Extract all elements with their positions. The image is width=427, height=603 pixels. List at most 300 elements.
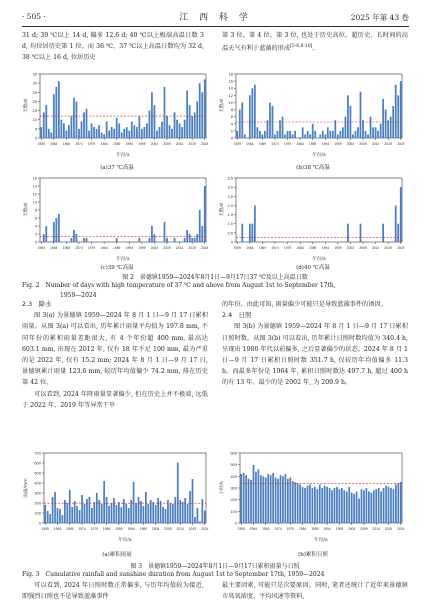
citation-ref: [5-6,8-10] [290,44,313,50]
x-tick-label: 1974 [75,142,83,146]
data-bar [353,494,355,523]
y-tick-label: 700 [34,450,41,456]
x-tick-label: 1994 [125,142,133,146]
data-bar [292,481,294,523]
x-tick-label: 1959 [233,246,241,250]
data-bar [165,509,167,523]
bottom-left-paragraph: 可以看到, 2024 年日照时数正常偏多, 与历年均值较为接近, 即强烈日照也不是导致蓝藻事件 [22,582,204,601]
data-bar [287,479,289,523]
data-bar [162,507,164,523]
data-bar [309,134,311,138]
x-tick-label: 1984 [100,246,108,250]
x-tick-label: 1984 [298,527,307,531]
y-tick-label: 500 [34,470,41,476]
data-bar [81,122,83,138]
data-bar [123,129,125,138]
data-bar [199,210,201,242]
x-tick-label: 1959 [233,142,241,146]
data-bar [138,238,140,242]
data-bar [86,499,88,523]
fig2-panel-b-chart [218,68,408,160]
data-bar [400,187,402,242]
x-tick-label: 1964 [246,142,254,146]
data-bar [138,497,140,523]
plot-frame [40,74,206,138]
data-bar [76,234,78,242]
data-bar [164,222,166,242]
x-tick-label: 1984 [100,142,108,146]
data-bar [339,489,341,523]
x-tick-label: 2019 [188,246,196,250]
top-right-end: 。 [312,45,319,53]
data-bar [98,500,100,523]
top-right-text [222,30,408,54]
data-bar [58,81,60,138]
data-bar [397,224,399,242]
data-bar [172,504,174,523]
data-bar [96,493,98,523]
data-bar [108,131,110,138]
y-tick-label: 500 [230,462,237,468]
x-tick-label: 1984 [102,527,111,531]
data-bar [319,485,321,524]
fig3-panel-a-chart [22,447,212,545]
data-bar [346,492,348,524]
data-bar [267,474,269,523]
x-tick-label: 1979 [283,142,292,146]
data-bar [88,131,90,138]
data-bar [307,131,309,138]
x-tick-label: 2009 [359,246,367,250]
y-axis-label: 天数/d [220,99,225,113]
x-tick-label: 1964 [53,527,62,531]
data-bar [241,224,243,242]
data-bar [262,134,264,138]
plot-frame [236,178,402,242]
data-bar [71,507,73,523]
data-bar [332,131,334,138]
data-bar [59,509,61,523]
data-bar [83,238,85,242]
data-bar [307,486,309,523]
data-bar [154,234,156,242]
data-bar [299,485,301,524]
data-bar [285,474,287,523]
data-bar [73,230,75,242]
x-tick-label: 2019 [384,527,393,531]
y-tick-label: 1.5 [227,212,233,218]
data-bar [356,492,358,524]
y-tick-label: 16 [32,175,37,181]
data-bar [174,238,176,242]
data-bar [297,483,299,523]
mid-right-text [222,299,408,389]
data-bar [111,127,113,138]
x-tick-label: 1964 [50,142,58,146]
data-bar [181,127,183,138]
data-bar [289,131,291,138]
top-right-body: 第 3 位、第 4 位、第 3 位, 也处于历史高位。超历史、长时间的高温天气有利于蓝藻的形成 [222,32,408,53]
data-bar [375,489,377,523]
data-bar [241,102,243,138]
x-tick-label: 2009 [359,142,367,146]
mid-left-section-heading: 2.3 降水 [22,300,52,308]
y-tick-label: 2 [230,128,233,134]
data-bar [196,101,198,138]
fig2-caption-en-line2: 1959—2024 [60,292,97,299]
y-tick-label: 0 [230,135,233,141]
x-tick-label: 2024 [201,246,209,250]
y-tick-label: 4 [34,223,37,229]
data-bar [103,134,105,138]
data-bar [292,134,294,138]
data-bar [76,506,78,523]
data-bar [289,478,291,524]
data-bar [91,123,93,138]
x-tick-label: 2009 [163,246,171,250]
data-bar [86,109,88,138]
x-tick-label: 1974 [271,246,279,250]
data-bar [314,131,316,138]
data-bar [189,491,191,523]
x-tick-label: 1969 [258,142,267,146]
fig2-panel-d-label: (d)40 ℃高温 [296,265,330,271]
data-bar [45,226,47,242]
data-bar [108,506,110,523]
data-bar [251,88,253,138]
data-bar [304,488,306,523]
x-axis-label: 年份/a [116,257,130,262]
data-bar [187,504,189,523]
data-bar [267,120,269,138]
mid-right-paragraph: 图 3(b) 为景德镇 1959—2024 年 8 月 1 日—9 月 17 日累积日照时数。从图 3(b) 可以看出, 历年累计日照时数均值为 340.4 h, 呈现出 1980 年代以前偏多, 之后显著偏少的状态。2024 年 8 月 1 日—9 月 17 日累积日照时数 351.7 h, 仅较历年均值偏多 11.3 h。而最多年份是 1964 年, 累积日照时数达 497.7 h, 超过 400 h 的有 13 年。最少的是 2002 年, 为 209.9 h。 [222,323,408,387]
header-rule [22,26,409,27]
y-tick-label: 25 [32,89,37,95]
data-bar [53,222,55,242]
volume-label: 2025 年第 43 卷 [350,13,409,22]
x-tick-label: 2019 [384,246,392,250]
data-bar [269,102,271,138]
data-bar [171,129,173,138]
data-bar [304,134,306,138]
y-tick-label: 14 [32,183,37,189]
data-bar [390,117,392,138]
data-bar [326,487,328,523]
data-bar [191,116,193,138]
plot-frame [240,453,402,523]
y-tick-label: 300 [230,485,237,491]
data-bar [54,492,56,523]
data-bar [146,123,148,138]
data-bar [385,110,387,138]
x-tick-label: 2014 [372,527,380,531]
data-bar [334,120,336,138]
data-bar [395,485,397,524]
x-tick-label: 1979 [286,527,294,531]
data-bar [264,131,266,138]
data-bar [400,482,402,523]
data-bar [133,482,135,523]
data-bar [143,127,145,138]
data-bar [128,131,130,138]
x-tick-label: 1994 [125,246,133,250]
data-bar [388,487,390,523]
data-bar [256,127,258,138]
x-tick-label: 1969 [262,527,270,531]
data-bar [154,105,156,138]
data-bar [138,116,140,138]
x-tick-label: 2004 [346,142,355,146]
y-tick-label: 8 [34,207,37,213]
top-left-paragraph: 31 d; 39 ℃以上 14 d, 偏多 12.6 d; 40 ℃以上极端高温日数 3 d, 均位居历史第 1 位。而 36 ℃、37 ℃以上高温日数均为 32 d, 38 ℃以上 16 d, 位居历史 [22,32,204,62]
data-bar [116,238,118,242]
y-tick-label: 3.0 [227,184,233,190]
x-tick-label: 2019 [188,527,197,531]
fig2-caption-en-line1: Fig. 2 Number of days with high temperature of 37 ℃ and above from August 1st to September 17th, [22,282,336,289]
data-bar [84,504,86,523]
data-bar [254,205,256,242]
y-tick-label: 6 [34,215,37,221]
data-bar [314,487,316,523]
x-tick-label: 1979 [283,246,292,250]
x-tick-label: 2024 [397,527,405,531]
data-bar [152,502,154,523]
mid-right-section-heading: 2.4 日照 [222,311,252,320]
data-bar [157,498,159,523]
x-axis-label: 年份/a [312,257,326,262]
y-tick-label: 1.0 [227,221,233,227]
data-bar [351,493,353,523]
x-tick-label: 1969 [258,246,267,250]
data-bar [316,489,318,523]
y-tick-label: 0.5 [227,230,233,236]
x-tick-label: 1999 [335,527,344,531]
x-tick-label: 1999 [138,246,146,250]
data-bar [324,486,326,523]
data-bar [377,131,379,138]
y-tick-label: 200 [34,500,41,506]
data-bar [116,505,118,523]
x-tick-label: 2014 [371,142,380,146]
data-bar [360,92,362,138]
y-tick-label: 0 [234,520,237,526]
data-bar [135,503,137,523]
y-tick-label: 100 [34,510,41,516]
fig2-panel-d-chart [218,172,408,264]
page-header [22,10,409,24]
data-bar [78,129,80,138]
data-bar [248,479,250,523]
fig3-caption-cn: 图 3 景德镇1959—2024年8月1日—9月17日累积雨量与日照 [130,563,300,570]
data-bar [347,224,349,242]
data-bar [184,120,186,138]
top-right-paragraph [222,30,408,54]
data-bar [324,134,326,138]
data-bar [52,497,54,523]
data-bar [280,475,282,523]
data-bar [390,488,392,523]
data-bar [176,120,178,138]
data-bar [196,234,198,242]
plot-frame [44,453,206,523]
x-tick-label: 1999 [139,527,148,531]
data-bar [113,498,115,523]
data-bar [86,238,88,242]
data-bar [66,131,68,138]
data-bar [184,238,186,242]
x-tick-label: 1989 [113,246,121,250]
data-bar [79,510,81,523]
data-bar [236,131,238,138]
data-bar [93,502,95,523]
fig2-panel-c-chart [22,172,212,264]
data-bar [372,127,374,138]
y-tick-label: 0 [34,135,37,141]
data-bar [204,186,206,242]
data-bar [342,127,344,138]
data-bar [254,85,256,138]
data-bar [93,127,95,138]
data-bar [49,514,51,523]
journal-name: 江 西 科 学 [179,13,252,23]
data-bar [341,488,343,523]
data-bar [50,133,52,138]
x-tick-label: 1964 [50,246,58,250]
data-bar [101,504,103,523]
data-bar [395,205,397,242]
x-tick-label: 2024 [201,527,209,531]
data-bar [184,498,186,523]
data-bar [149,238,151,242]
x-tick-label: 1974 [78,527,86,531]
bottom-right-paragraph: 最主要因素, 可能只是次要原因。同时, 笔者还统计了近年来景德镇市臭氧浓度、平均风速等资料, [222,582,408,601]
data-bar [245,475,247,523]
fig2-panel-b-label: (b)38 ℃高温 [296,165,330,171]
data-bar [331,490,333,523]
y-tick-label: 14 [228,85,233,91]
data-bar [120,507,122,523]
data-bar [91,508,93,523]
x-axis-label: 年份/a [314,538,328,543]
data-bar [161,122,163,138]
data-bar [270,475,272,523]
data-bar [63,123,65,138]
data-bar [368,492,370,524]
y-tick-label: 35 [32,71,37,77]
y-axis-label: 天数/d [24,99,29,113]
x-tick-label: 1989 [115,527,123,531]
data-bar [55,87,57,138]
x-tick-label: 2009 [163,142,171,146]
fig2-caption-en [22,281,408,301]
x-tick-label: 1984 [296,246,304,250]
y-tick-label: 0 [38,520,41,526]
data-bar [282,117,284,138]
data-bar [329,131,331,138]
data-bar [98,125,100,138]
data-bar [395,85,397,138]
x-tick-label: 1989 [113,142,121,146]
x-tick-label: 2014 [176,527,184,531]
x-tick-label: 1999 [334,142,342,146]
data-bar [393,489,395,523]
x-axis-label: 年份/a [312,153,326,158]
x-tick-label: 2004 [150,246,159,250]
data-bar [253,465,255,523]
data-bar [123,499,125,523]
data-bar [380,124,382,138]
data-bar [201,226,203,242]
data-bar [166,116,168,138]
data-bar [362,120,364,138]
x-tick-label: 1989 [309,246,317,250]
data-bar [319,134,321,138]
y-tick-label: 400 [34,480,41,486]
x-tick-label: 2004 [150,142,159,146]
data-bar [45,105,47,138]
x-tick-label: 1994 [321,142,329,146]
data-bar [312,124,314,138]
data-bar [169,125,171,138]
y-tick-label: 600 [230,450,237,456]
fig2-panel-a-label: (a)37 ℃高温 [100,165,134,171]
data-bar [382,224,384,242]
data-bar [192,479,194,523]
data-bar [121,133,123,138]
x-axis-label: 年份/a [118,538,132,543]
y-axis-label: 小时/h [220,481,225,495]
data-bar [60,120,62,138]
data-bar [272,473,274,523]
data-bar [147,504,149,523]
data-bar [366,488,368,523]
data-bar [145,492,147,523]
data-bar [143,506,145,523]
data-bar [170,503,172,523]
data-bar [194,238,196,242]
data-bar [194,517,196,523]
data-bar [131,122,133,138]
x-tick-label: 1989 [311,527,319,531]
x-tick-label: 1984 [296,142,304,146]
data-bar [69,490,71,523]
y-tick-label: 2.0 [227,202,233,208]
data-bar [382,99,384,138]
data-bar [164,87,166,138]
data-bar [367,134,369,138]
data-bar [250,480,252,523]
data-bar [151,226,153,242]
y-tick-label: 600 [34,460,41,466]
data-bar [259,131,261,138]
data-bar [360,224,362,242]
x-tick-label: 1969 [66,527,74,531]
data-bar [265,478,267,524]
y-axis-label: 天数/d [24,203,29,217]
data-bar [322,131,324,138]
data-bar [62,515,64,523]
data-bar [302,487,304,523]
y-tick-label: 10 [32,199,37,205]
y-tick-label: 100 [230,508,237,514]
data-bar [240,474,242,523]
y-tick-label: 10 [228,99,233,105]
data-bar [40,127,42,138]
x-tick-label: 2004 [346,246,355,250]
data-bar [159,127,161,138]
y-tick-label: 16 [228,78,233,84]
x-tick-label: 1974 [274,527,282,531]
